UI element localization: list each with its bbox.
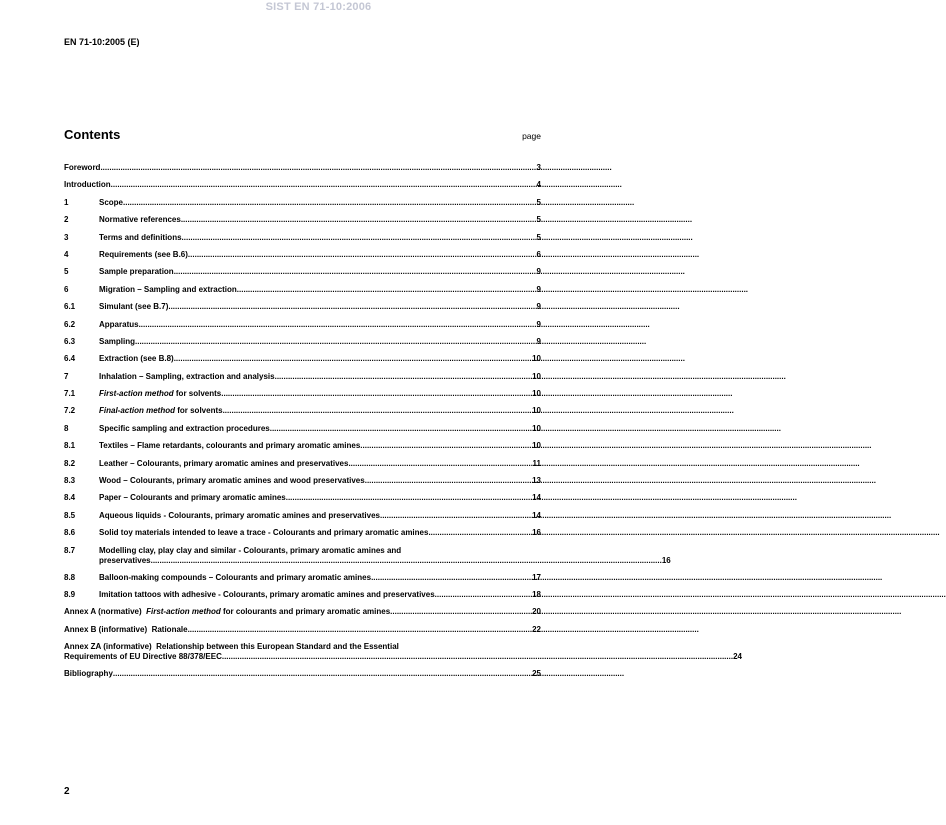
toc-entry-8-4[interactable] [64,493,541,510]
toc-entry-page: 10 [532,423,541,433]
toc-entry-8-6[interactable] [64,528,541,545]
toc-entry-number: 6.3 [64,336,76,346]
toc-entry-6[interactable] [64,285,541,302]
toc-entry-8[interactable] [64,424,541,441]
toc-entry-8-9[interactable] [64,590,541,607]
toc-entry-page: 4 [536,180,541,190]
page-column-label: page [522,131,541,141]
toc-entry-number: 8 [64,423,69,433]
toc-entry-number: 8.2 [64,458,76,468]
toc-entry-label: Foreword [64,163,101,172]
toc-entry-page: 6 [536,249,541,259]
toc-entry-annex-za[interactable] [64,642,742,669]
toc-entry-label: Sample preparation [99,267,174,277]
toc-entry-page: 24 [733,652,742,662]
toc-entry-number: 8.9 [64,589,76,599]
toc-entry-annex-a[interactable] [64,607,541,624]
toc-entry-label: Normative references [99,215,181,225]
toc-entry-6-4[interactable] [64,354,541,371]
toc-entry-bibliography[interactable] [64,669,541,686]
toc-entry-page: 17 [532,572,541,582]
toc-entry-6-3[interactable] [64,337,541,354]
toc-entry-number: 8.7 [64,545,76,555]
toc-entry-4[interactable] [64,250,541,267]
toc-entry-page: 3 [536,163,541,172]
toc-entry-label: Solid toy materials intended to leave a trace - Colourants and primary aromatic amines [99,528,429,538]
toc-entry-page: 16 [532,528,541,538]
page-number: 2 [64,786,70,797]
toc-entry-number: 5 [64,267,69,277]
toc-entry-label: Requirements (see B.6) [99,249,188,259]
toc-entry-label: Imitation tattoos with adhesive - Colourants, primary aromatic amines and preservatives [99,589,435,599]
toc-entry-7-2[interactable] [64,406,541,423]
toc-entry-page: 10 [532,389,541,399]
toc-entry-2[interactable] [64,215,541,232]
toc-entry-label: Introduction [64,180,111,190]
toc-entry-label: Bibliography [64,669,113,679]
toc-entry-page: 9 [536,267,541,277]
toc-entry-number: 8.4 [64,493,76,503]
toc-entry-number: 7.2 [64,406,76,416]
toc-entry-number: 3 [64,232,69,242]
toc-entry-introduction[interactable] [64,180,541,197]
toc-entry-number: 8.6 [64,528,76,538]
toc-entry-page: 18 [532,589,541,599]
toc-entry-label: Leather – Colourants, primary aromatic amines and preservatives [99,458,349,468]
toc-entry-foreword[interactable] [64,163,541,180]
toc-entry-7-1[interactable] [64,389,541,406]
toc-entry-label: Simulant (see B.7) [99,302,169,312]
toc-entry-label: Sampling [99,336,136,346]
document-id: EN 71-10:2005 (E) [64,37,140,47]
toc-entry-number: 1 [64,197,69,207]
toc-entry-page: 14 [532,493,541,503]
toc-entry-label: Scope [99,197,124,207]
toc-entry-label: Balloon-making compounds – Colourants and primary aromatic amines [99,572,372,582]
toc-entry-number: 4 [64,249,69,259]
toc-entry-label: Migration – Sampling and extraction [99,284,237,294]
toc-entry-page: 5 [536,215,541,225]
toc-entry-3[interactable] [64,233,541,250]
toc-entry-6-2[interactable] [64,320,541,337]
toc-entry-page: 10 [532,371,541,381]
toc-entry-8-1[interactable] [64,441,541,458]
toc-entry-label: Annex ZA (informative) Relationship between this European Standard and the Essential [64,642,399,652]
toc-entry-label: Wood – Colourants, primary aromatic amines and wood preservatives [99,476,365,486]
toc-entry-annex-b[interactable] [64,625,541,642]
toc-entry-number: 6.2 [64,319,76,329]
toc-entry-number: 6 [64,284,69,294]
toc-entry-page: 10 [532,406,541,416]
toc-entry-5[interactable] [64,267,541,284]
toc-entry-page: 10 [532,441,541,451]
toc-entry-page: 22 [532,624,541,634]
toc-entry-8-8[interactable] [64,573,541,590]
toc-entry-label: First-action method for solvents [99,389,222,399]
toc-entry-8-5[interactable] [64,511,541,528]
toc-entry-1[interactable] [64,198,541,215]
toc-entry-label: Annex A (normative) First-action method for colourants and primary aromatic amines [64,607,391,617]
toc-entry-label: Specific sampling and extraction procedures [99,423,270,433]
toc-entry-number: 8.1 [64,441,76,451]
toc-entry-page: 14 [532,510,541,520]
toc-entry-page: 25 [532,669,541,679]
toc-entry-page: 10 [532,354,541,364]
toc-entry-label: Apparatus [99,319,139,329]
toc-entry-number: 7 [64,371,69,381]
toc-entry-number: 6.1 [64,302,76,312]
toc-entry-page: 16 [661,555,671,565]
toc-entry-8-3[interactable] [64,476,541,493]
toc-entry-number: 8.8 [64,572,76,582]
table-of-contents [64,163,742,687]
toc-entry-label-continued: preservatives [99,555,151,565]
toc-entry-8-2[interactable] [64,459,541,476]
toc-entry-label: Paper – Colourants and primary aromatic amines [99,493,286,503]
toc-entry-label: Textiles – Flame retardants, colourants and primary aromatic amines [99,441,361,451]
toc-entry-label: Aqueous liquids - Colourants, primary aromatic amines and preservatives [99,510,380,520]
toc-entry-number: 8.5 [64,510,76,520]
toc-entry-label: Inhalation – Sampling, extraction and analysis [99,371,275,381]
toc-entry-page: 9 [536,336,541,346]
watermark: SIST EN 71-10:2006 [265,1,372,13]
toc-entry-label-continued: Requirements of EU Directive 88/378/EEC [64,652,222,662]
toc-entry-number: 8.3 [64,476,76,486]
toc-entry-6-1[interactable] [64,302,541,319]
toc-entry-label: Annex B (informative) Rationale [64,624,188,634]
toc-entry-number: 6.4 [64,354,76,364]
toc-entry-page: 5 [536,232,541,242]
toc-entry-label: Terms and definitions [99,232,182,242]
toc-entry-label: Extraction (see B.8) [99,354,174,364]
toc-entry-page: 9 [536,319,541,329]
toc-entry-8-7[interactable] [64,545,671,573]
toc-entry-page: 9 [536,302,541,312]
toc-entry-label: Modelling clay, play clay and similar - Colourants, primary aromatic amines and [99,545,402,555]
toc-entry-number: 7.1 [64,389,76,399]
toc-entry-page: 13 [532,476,541,486]
toc-entry-page: 9 [536,284,541,294]
toc-entry-page: 11 [532,458,541,468]
toc-entry-number: 2 [64,215,69,225]
contents-title: Contents [64,127,121,142]
toc-entry-7[interactable] [64,372,541,389]
toc-entry-page: 20 [532,607,541,617]
toc-entry-page: 5 [536,197,541,207]
toc-entry-label: Final-action method for solvents [99,406,223,416]
